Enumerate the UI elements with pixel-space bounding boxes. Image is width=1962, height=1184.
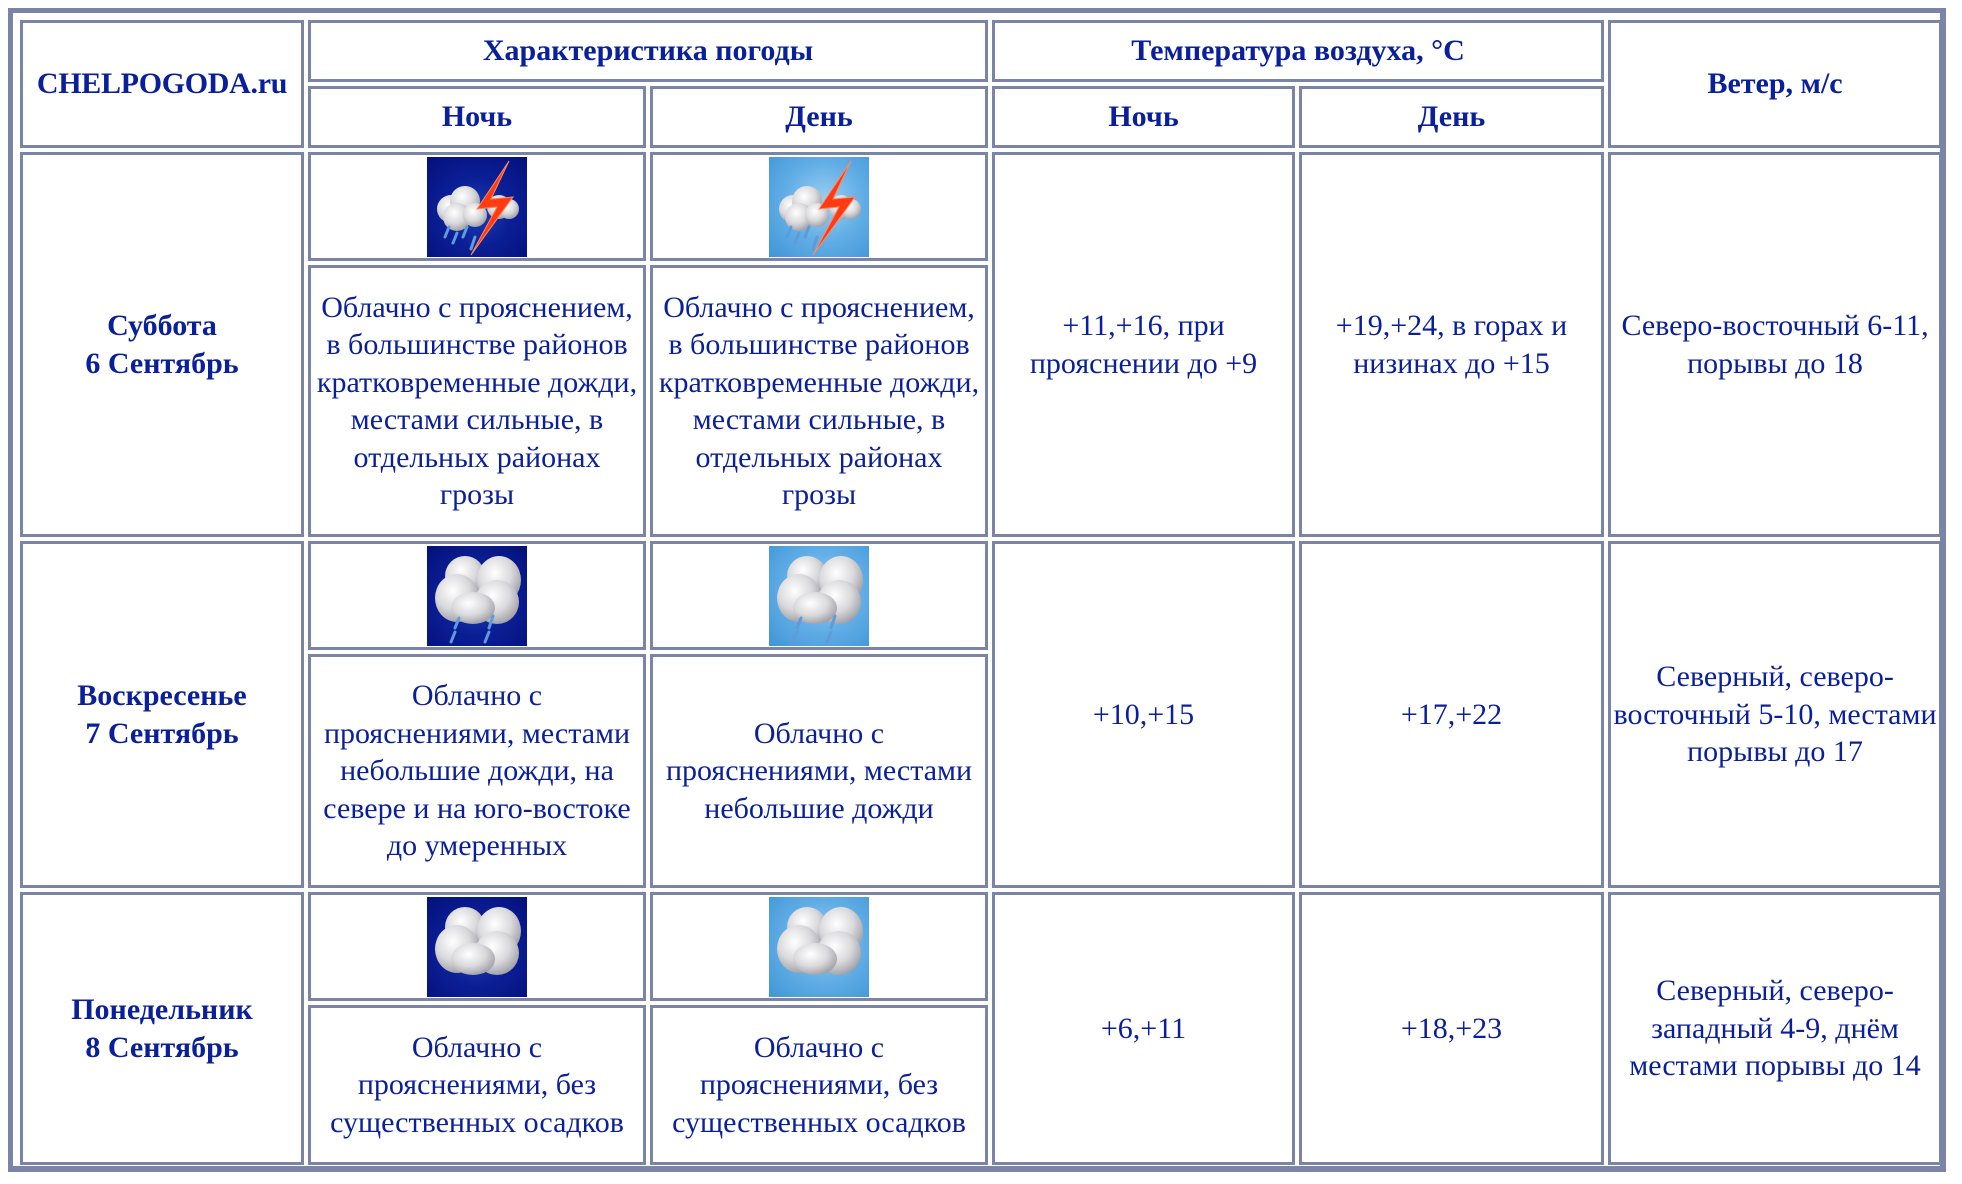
day-label xyxy=(20,541,304,888)
night-icon-cell xyxy=(308,541,646,650)
wind: Северный, северо-восточный 5-10, местами порывы до 17 xyxy=(1608,541,1942,888)
night-description: Облачно с прояснением, в большинстве районов кратковременные дожди, местами сильные, в отдельных районах грозы xyxy=(308,265,646,537)
temp-day: +19,+24, в горах и низинах до +15 xyxy=(1299,152,1604,537)
thunderstorm-rain-night-icon xyxy=(427,157,527,257)
temp-day: +17,+22 xyxy=(1299,541,1604,888)
cloudy-rain-night-icon xyxy=(427,546,527,646)
cloudy-rain-day-icon xyxy=(769,546,869,646)
header-temp-night: Ночь xyxy=(992,86,1295,148)
day-description: Облачно с прояснениями, без существенных осадков xyxy=(650,1005,988,1165)
night-icon-cell xyxy=(308,892,646,1001)
date: 8 Сентябрь xyxy=(85,1030,239,1064)
header-weather: Характеристика погоды xyxy=(308,20,988,82)
forecast-table xyxy=(16,16,1946,1169)
night-description: Облачно с прояснениями, без существенных осадков xyxy=(308,1005,646,1165)
weekday: Воскресенье xyxy=(77,679,247,712)
night-icon-cell xyxy=(308,152,646,261)
night-description: Облачно с прояснениями, местами небольшие дожди, на севере и на юго-востоке до умеренных xyxy=(308,654,646,888)
day-description: Облачно с прояснениями, местами небольшие дожди xyxy=(650,654,988,888)
header-wind: Ветер, м/с xyxy=(1608,20,1942,148)
day-label xyxy=(20,892,304,1165)
thunderstorm-rain-day-icon xyxy=(769,157,869,257)
header-weather-day: День xyxy=(650,86,988,148)
date: 6 Сентябрь xyxy=(85,346,239,380)
temp-night: +6,+11 xyxy=(992,892,1295,1165)
day-description: Облачно с прояснением, в большинстве районов кратковременные дожди, местами сильные, в отдельных районах грозы xyxy=(650,265,988,537)
date: 7 Сентябрь xyxy=(85,716,239,750)
cloudy-day-icon xyxy=(769,897,869,997)
temp-day: +18,+23 xyxy=(1299,892,1604,1165)
wind: Северо-восточный 6-11, порывы до 18 xyxy=(1608,152,1942,537)
day-label xyxy=(20,152,304,537)
day-icon-cell xyxy=(650,892,988,1001)
weekday: Суббота xyxy=(107,309,217,342)
header-weather-night: Ночь xyxy=(308,86,646,148)
day-icon-cell xyxy=(650,152,988,261)
day-icon-cell xyxy=(650,541,988,650)
temp-night: +10,+15 xyxy=(992,541,1295,888)
header-temperature: Температура воздуха, °C xyxy=(992,20,1604,82)
weekday: Понедельник xyxy=(71,993,253,1026)
wind: Северный, северо-западный 4-9, днём местами порывы до 14 xyxy=(1608,892,1942,1165)
forecast-frame xyxy=(8,8,1946,1172)
cloudy-night-icon xyxy=(427,897,527,997)
temp-night: +11,+16, при прояснении до +9 xyxy=(992,152,1295,537)
site-name: CHELPOGODA.ru xyxy=(20,20,304,148)
header-temp-day: День xyxy=(1299,86,1604,148)
